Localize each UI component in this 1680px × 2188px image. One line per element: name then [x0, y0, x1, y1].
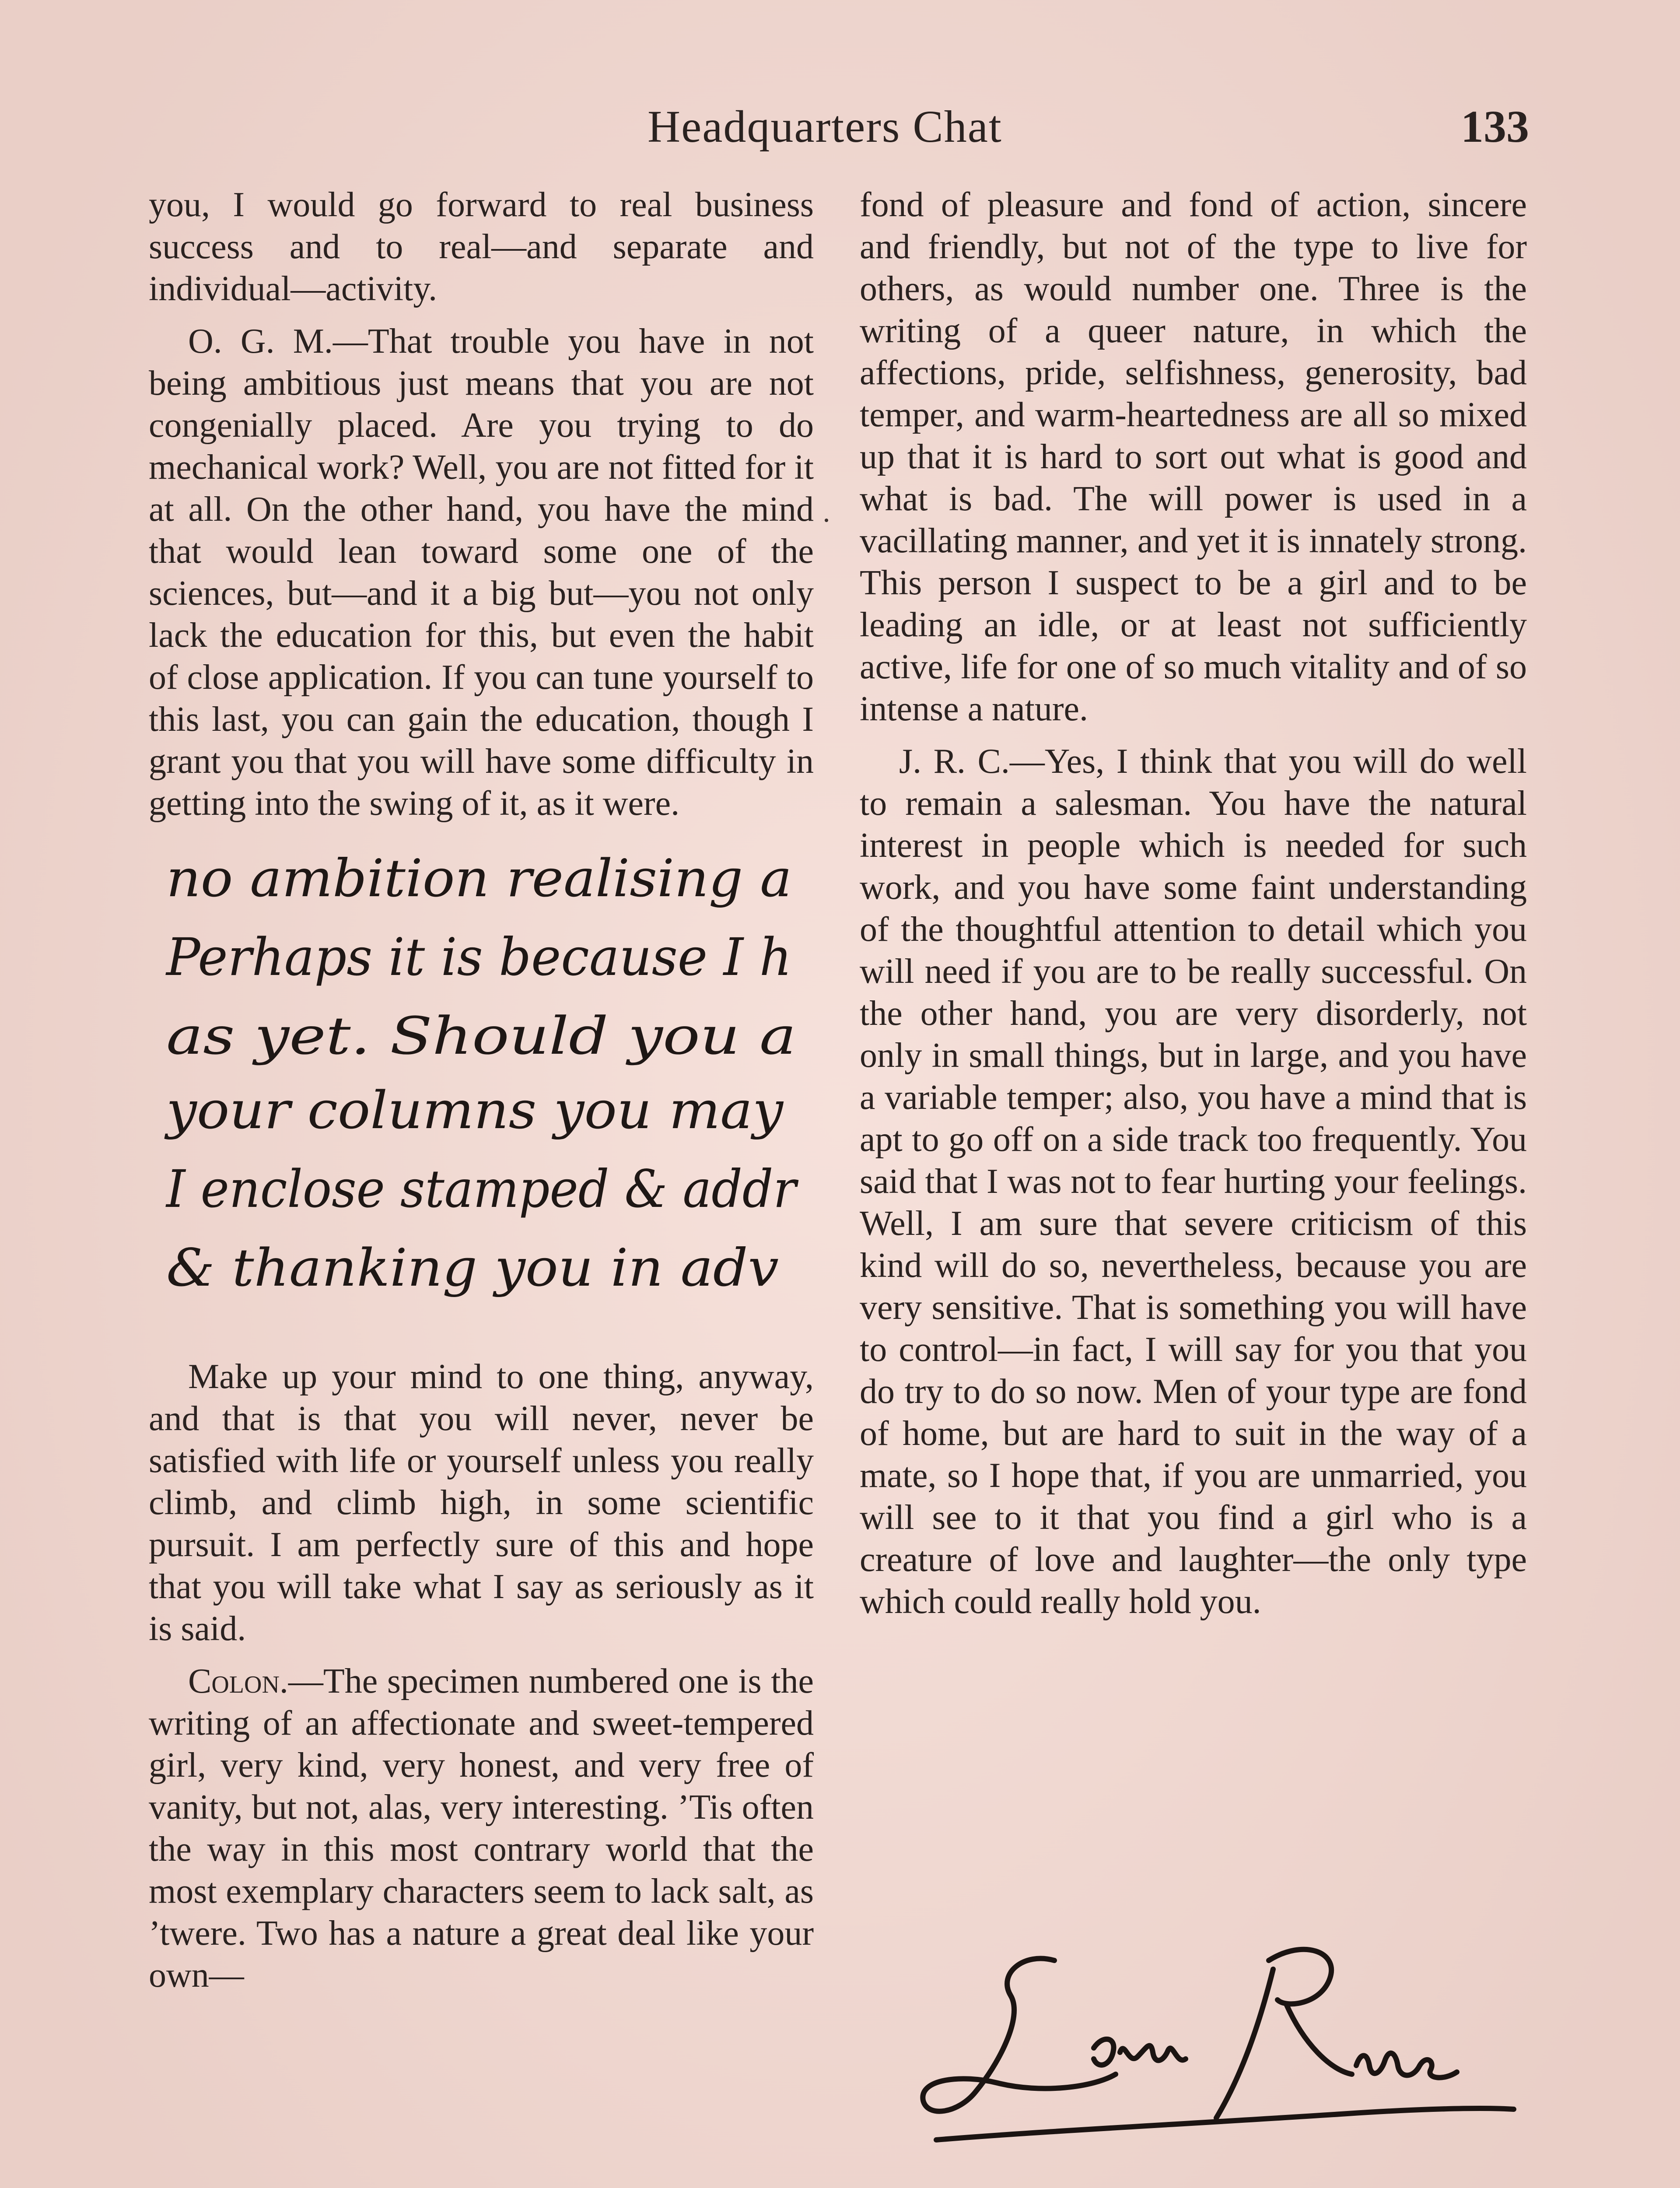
handwriting-line-2: Perhaps it is because I h: [165, 927, 792, 987]
running-head: [0, 101, 1680, 158]
paragraph-colon: [149, 1660, 814, 1996]
signature-image: [910, 1934, 1522, 2162]
paragraph-continuation-right: fond of pleasure and fond of action, sincere and friendly, but not of the type to live for others, as would number one. Three is the writing of a queer nature, in which the affections, pride, selfishness, generosity, bad temper, and warm-heartedness are all so mixed up that it is hard to sort out what is good and what is bad. The will power is used in a vacillating manner, and yet it is innately strong. This person I suspect to be a girl and to be leading an idle, or at least not sufficiently active, life for one of so much vitality and of so intense a nature.: [860, 186, 1527, 728]
paragraph-advice: Make up your mind to one thing, anyway, and that is that you will never, never be satisfied with life or yourself unless you really climb, and climb high, in some scientific pursuit. I am perfectly sure of this and hope that you will take what I say as seriously as it is said.: [149, 1357, 814, 1648]
paragraph-ogm: O. G. M.—That trouble you have in not being ambitious just means that you are not congenially placed. Are you trying to do mechanical work? Well, you are not fitted for it at all. On the other hand, you have the mind that would lean toward some one of the sciences, but—and it a big but—you not only lack the education for this, but even the habit of close application. If you can tune yourself to this last, you can gain the education, though I grant you that you will have some difficulty in getting into the swing of it, as it were.: [149, 322, 814, 823]
handwriting-specimen-image: [149, 835, 814, 1338]
handwriting-line-6: & thanking you in adv: [166, 1238, 779, 1298]
handwriting-line-5: I enclose stamped & addr: [165, 1159, 799, 1219]
handwriting-line-3: as yet. Should you a: [166, 1006, 796, 1066]
paragraph-colon-text: —The specimen numbered one is the writing of an affectionate and sweet-tempered girl, very kind, very honest, and very free of vanity, but not, alas, very interesting. ’Tis often the way in this most contrary world that the most exemplary characters seem to lack salt, as ’twere. Two has a nature a great deal like your own—: [149, 1662, 814, 1995]
correspondent-name: Colon.: [188, 1662, 288, 1701]
signature: [910, 1934, 1522, 2162]
handwriting-specimen: [149, 835, 814, 1338]
page-number: 133: [1461, 102, 1529, 152]
left-column: [149, 184, 814, 2007]
handwriting-line-1: no ambition realising a: [166, 848, 792, 908]
ink-speck: [825, 519, 828, 522]
paragraph-continuation: you, I would go forward to real business success and to real—and separate and individual—activity.: [149, 186, 814, 308]
right-column: [860, 184, 1527, 1633]
running-head-title: Headquarters Chat: [648, 102, 1002, 152]
paragraph-jrc: J. R. C.—Yes, I think that you will do well to remain a salesman. You have the natural interest in people which is needed for such work, and you have some faint understanding of the thoughtful attention to detail which you will need if you are to be really successful. On the other hand, you are very disorderly, not only in small things, but in large, and you have a variable temper; also, you have a mind that is apt to go off on a side track too frequently. You said that I was not to fear hurting your feelings. Well, I am sure that severe criticism of this kind will do so, nevertheless, because you are very sensitive. That is something you will have to control—in fact, I will say for you that you do try to do so now. Men of your type are fond of home, but are hard to suit in the way of a mate, so I hope that, if you are unmarried, you will see to it that you find a girl who is a creature of love and laughter—the only type which could really hold you.: [860, 742, 1527, 1621]
handwriting-line-4: your columns you may: [164, 1080, 784, 1140]
